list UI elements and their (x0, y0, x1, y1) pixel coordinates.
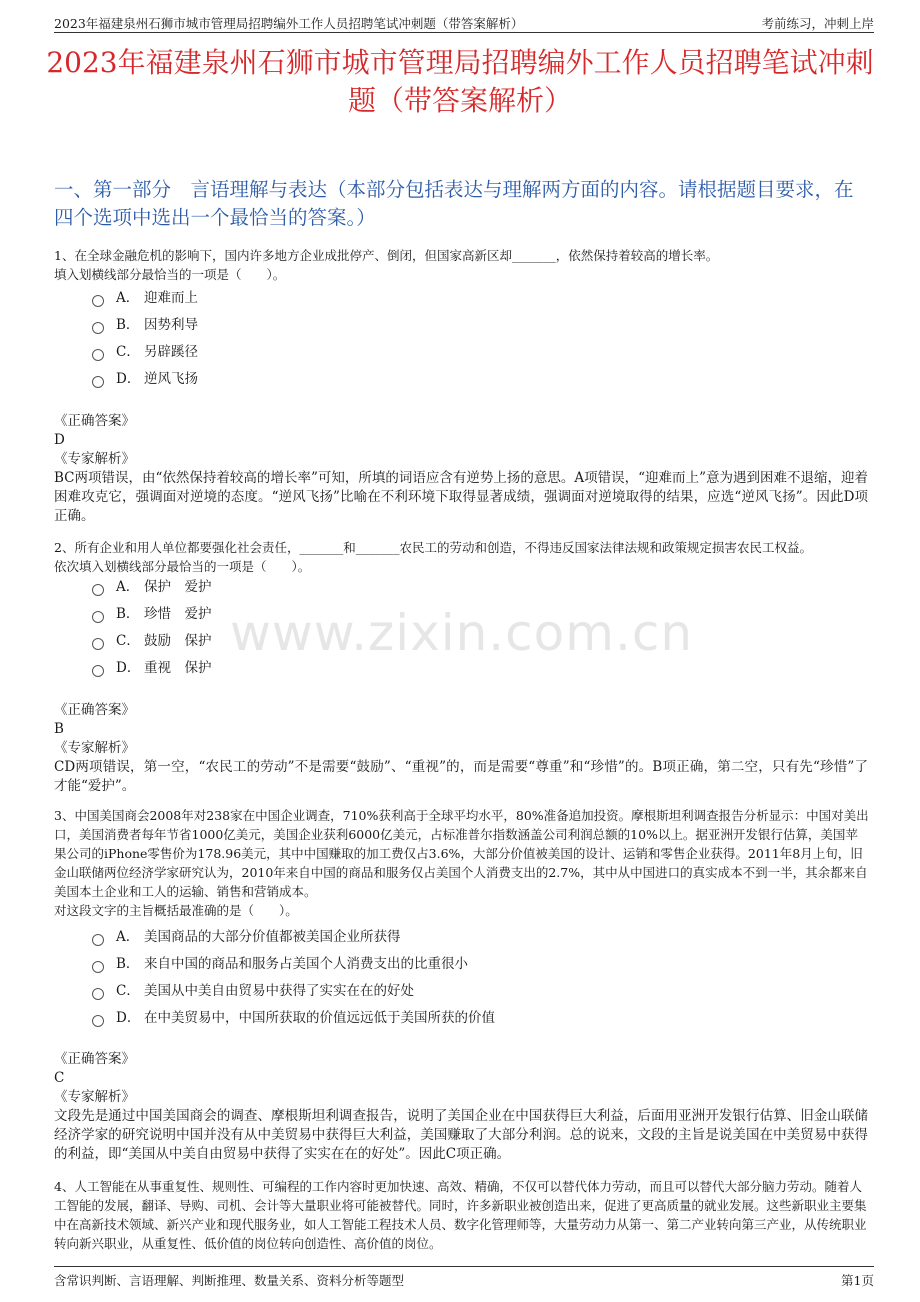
radio-icon[interactable] (92, 988, 104, 1000)
answer-block-3 (54, 1050, 868, 1164)
correct-answer: B (54, 721, 64, 737)
analysis-label: 《专家解析》 (54, 740, 135, 756)
option-a[interactable]: A． 美国商品的大部分价值都被美国企业所获得 (92, 924, 495, 951)
page-header (54, 12, 874, 33)
question-1 (54, 246, 870, 284)
analysis-text: BC两项错误，由“依然保持着较高的增长率”可知，所填的词语应含有逆势上扬的意思。A项错误，“迎难而上”意为遇到困难不退缩，迎着困难攻克它，强调面对逆境的态度。“逆风飞扬”比喻在不利环境下取得显著成绩，强调面对逆境取得的结果，应选“逆风飞扬”。因此D项正确。 (54, 470, 868, 524)
option-b[interactable]: B． 珍惜 爱护 (92, 601, 212, 628)
question-3 (54, 806, 870, 920)
option-b[interactable]: B． 因势利导 (92, 312, 198, 339)
question-prompt: 对这段文字的主旨概括最准确的是（ ）。 (54, 903, 298, 918)
radio-icon[interactable] (92, 961, 104, 973)
footer-note: 含常识判断、言语理解、判断推理、数量关系、资料分析等题型 (54, 1273, 405, 1288)
radio-icon[interactable] (92, 638, 104, 650)
question-stem: 4、人工智能在从事重复性、规则性、可编程的工作内容时更加快速、高效、精确，不仅可以替代体力劳动，而且可以替代大部分脑力劳动。随着人工智能的发展，翻译、导购、司机、会计等大量职业将可能被替代。同时，许多新职业被创造出来，促进了更高质量的就业发展。这些新职业主要集中在高新技术领域、新兴产业和现代服务业，如人工智能工程技术人员、数字化管理师等，大量劳动力从第一、第二产业转向第三产业，从传统职业转向新兴职业，从重复性、低价值的岗位转向创造性、高价值的岗位。 (54, 1179, 867, 1251)
radio-icon[interactable] (92, 584, 104, 596)
radio-icon[interactable] (92, 665, 104, 677)
question-4 (54, 1177, 870, 1253)
answer-block-2 (54, 701, 868, 796)
correct-answer: D (54, 432, 65, 448)
document-title: 2023年福建泉州石狮市城市管理局招聘编外工作人员招聘笔试冲刺题（带答案解析） (46, 46, 874, 117)
correct-answer: C (54, 1070, 65, 1086)
analysis-label: 《专家解析》 (54, 1089, 135, 1105)
header-slogan: 考前练习，冲刺上岸 (761, 16, 874, 31)
section-heading: 一、第一部分 言语理解与表达（本部分包括表达与理解两方面的内容。请根据题目要求，在四个选项中选出一个最恰当的答案。） (54, 178, 854, 229)
radio-icon[interactable] (92, 611, 104, 623)
option-a[interactable]: A． 迎难而上 (92, 285, 198, 312)
options-3 (92, 924, 495, 1032)
option-d[interactable]: D． 重视 保护 (92, 655, 212, 682)
question-prompt: 填入划横线部分最恰当的一项是（ ）。 (54, 267, 286, 282)
radio-icon[interactable] (92, 376, 104, 388)
option-c[interactable]: C． 鼓励 保护 (92, 628, 212, 655)
answer-label: 《正确答案》 (54, 413, 135, 429)
question-prompt: 依次填入划横线部分最恰当的一项是（ ）。 (54, 559, 311, 574)
answer-label: 《正确答案》 (54, 702, 135, 718)
page-footer (54, 1266, 874, 1291)
option-a[interactable]: A． 保护 爱护 (92, 574, 212, 601)
question-stem: 1、在全球金融危机的影响下，国内许多地方企业成批停产、倒闭，但国家高新区却_______，依然保持着较高的增长率。 (54, 248, 719, 263)
radio-icon[interactable] (92, 295, 104, 307)
option-d[interactable]: D． 在中美贸易中，中国所获取的价值远远低于美国所获的价值 (92, 1005, 495, 1032)
radio-icon[interactable] (92, 322, 104, 334)
option-d[interactable]: D． 逆风飞扬 (92, 366, 198, 393)
question-stem: 3、中国美国商会2008年对238家在中国企业调查，710%获利高于全球平均水平，80%准备追加投资。摩根斯坦利调查报告分析显示：中国对美出口，美国消费者每年节省1000亿美元，美国企业获利6000亿美元，占标准普尔指数涵盖公司利润总额的10%以上。据亚洲开发银行估算，美国苹果公司的iPhone零售价为178.96美元，其中中国赚取的加工费仅占3.6%，大部分价值被美国的设计、运销和零售企业获得。2011年8月上旬，旧金山联储两位经济学家研究认为，2010年来自中国的商品和服务仅占美国个人消费支出的2.7%，其中从中国进口的真实成本不到一半，其余都来自美国本土企业和工人的运输、销售和营销成本。 (54, 808, 869, 899)
option-c[interactable]: C． 另辟蹊径 (92, 339, 198, 366)
radio-icon[interactable] (92, 1015, 104, 1027)
radio-icon[interactable] (92, 349, 104, 361)
analysis-text: CD两项错误，第一空，“农民工的劳动”不是需要“鼓励”、“重视”的，而是需要“尊重”和“珍惜”的。B项正确，第二空，只有先“珍惜”了才能“爱护”。 (54, 759, 868, 794)
watermark: www.zixin.com.cn (230, 604, 694, 662)
question-2 (54, 538, 870, 576)
answer-block-1 (54, 412, 868, 526)
page-number: 第1页 (841, 1273, 874, 1288)
answer-label: 《正确答案》 (54, 1051, 135, 1067)
options-2 (92, 574, 212, 682)
option-c[interactable]: C． 美国从中美自由贸易中获得了实实在在的好处 (92, 978, 495, 1005)
radio-icon[interactable] (92, 934, 104, 946)
analysis-text: 文段先是通过中国美国商会的调查、摩根斯坦利调查报告，说明了美国企业在中国获得巨大利益，后面用亚洲开发银行估算、旧金山联储经济学家的研究说明中国并没有从中美贸易中获得巨大利益，美国赚取了大部分利润。总的说来，文段的主旨是说美国在中美贸易中获得的利益，即“美国从中美自由贸易中获得了实实在在的好处”。因此C项正确。 (54, 1108, 868, 1162)
options-1 (92, 285, 198, 393)
option-b[interactable]: B． 来自中国的商品和服务占美国个人消费支出的比重很小 (92, 951, 495, 978)
header-title: 2023年福建泉州石狮市城市管理局招聘编外工作人员招聘笔试冲刺题（带答案解析） (54, 16, 524, 31)
analysis-label: 《专家解析》 (54, 451, 135, 467)
question-stem: 2、所有企业和用人单位都要强化社会责任，_______和_______农民工的劳动和创造，不得违反国家法律法规和政策规定损害农民工权益。 (54, 540, 812, 555)
